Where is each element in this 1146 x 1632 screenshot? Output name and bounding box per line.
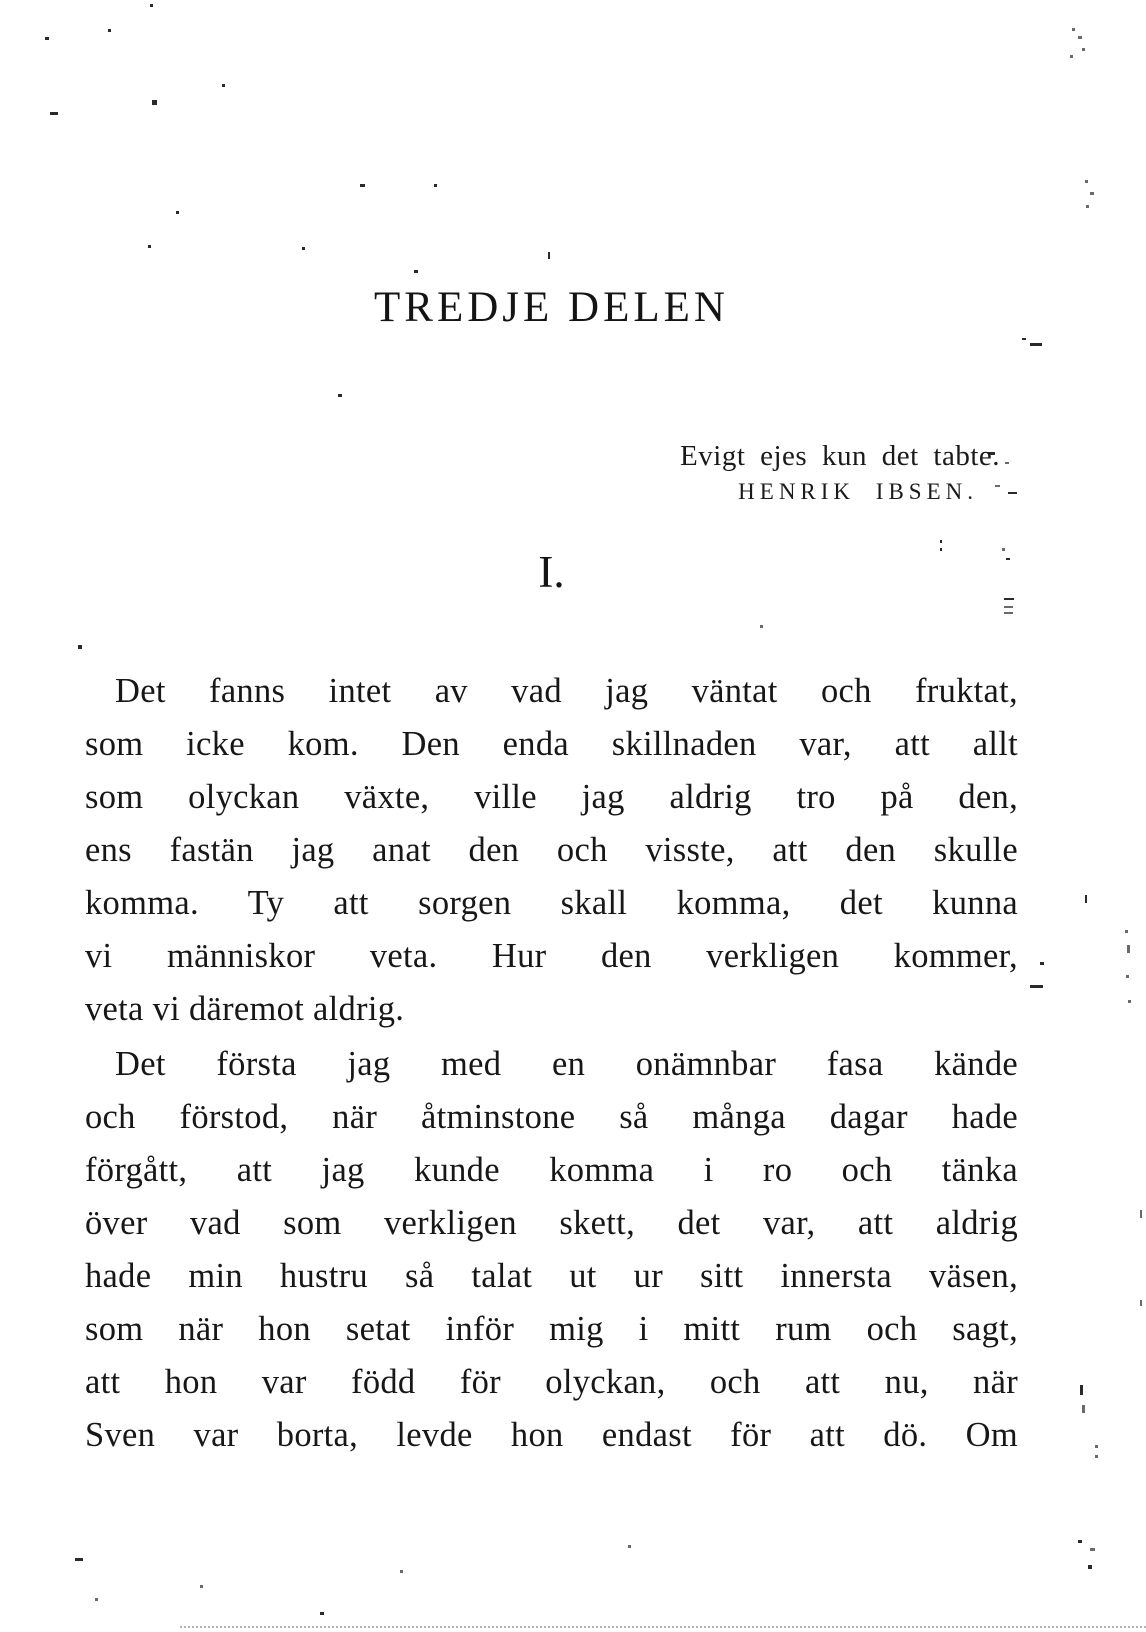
text-line: som icke kom. Den enda skillnaden var, att allt [85,725,1018,763]
text-line: förgått, att jag kunde komma i ro och tänka [85,1151,1018,1189]
text-line: som olyckan växte, ville jag aldrig tro på den, [85,778,1018,816]
text-line: och förstod, när åtminstone så många dagar hade [85,1098,1018,1136]
text-line: ens fastän jag anat den och visste, att den skulle [85,831,1018,869]
scan-edge-dots [180,1626,1146,1628]
text-line: som när hon setat inför mig i mitt rum och sagt, [85,1310,1018,1348]
paragraph-2 [85,1038,1018,1462]
epigraph-quote: Evigt ejes kun det tabte. [680,440,1000,472]
text-line: över vad som verkligen skett, det var, att aldrig [85,1204,1018,1242]
text-line: Det första jag med en onämnbar fasa kände [115,1045,1018,1083]
text-line: Det fanns intet av vad jag väntat och fruktat, [115,672,1018,710]
part-title: TREDJE DELEN [374,284,729,331]
text-line: Sven var borta, levde hon endast för att dö. Om [85,1416,1018,1454]
chapter-number: I. [538,547,565,597]
text-line: hade min hustru så talat ut ur sitt innersta väsen, [85,1257,1018,1295]
text-line: veta vi däremot aldrig. [85,990,405,1028]
epigraph [680,438,1000,510]
text-line: vi människor veta. Hur den verkligen kommer, [85,937,1018,975]
text-line: komma. Ty att sorgen skall komma, det kunna [85,884,1018,922]
text-line: att hon var född för olyckan, och att nu, när [85,1363,1018,1401]
paragraph-1 [85,665,1018,1036]
epigraph-attribution: HENRIK IBSEN. [738,479,978,504]
